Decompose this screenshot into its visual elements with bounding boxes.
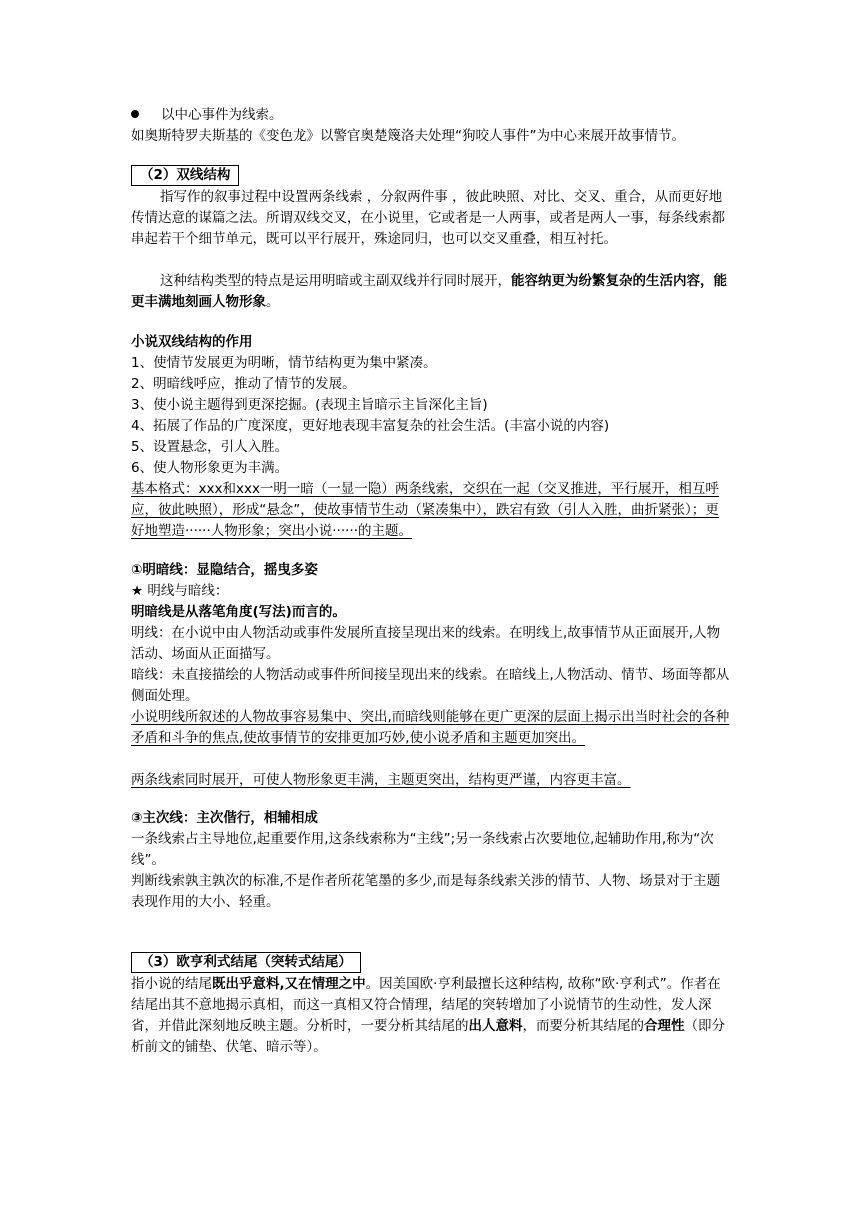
function-item: 4、拓展了作品的广度深度，更好地表现丰富复杂的社会生活。(丰富小说的内容) xyxy=(131,418,610,434)
bullet-line xyxy=(131,105,731,126)
zhuci-para2: 判断线索孰主孰次的标准,不是作者所花笔墨的多少,而是每条线索关涉的情节、人物、场景对于主题表现作用的大小、轻重。 xyxy=(131,873,721,910)
mingan-heading: ①明暗线：显隐结合，摇曳多姿 xyxy=(131,562,318,578)
ohenry-bold: 既出乎意料,又在情理之中 xyxy=(212,976,366,992)
ohenry-bold: 合理性 xyxy=(644,1018,685,1034)
zhuci-heading: ③主次线：主次偕行，相辅相成 xyxy=(131,810,318,826)
zhuci-para1: 一条线索占主导地位,起重要作用,这条线索称为“主线”;另一条线索占次要地位,起辅助作用,称为“次线”。 xyxy=(131,831,714,868)
feature-end: 。 xyxy=(266,294,280,310)
function-item: 1、使情节发展更为明晰，情节结构更为集中紧凑。 xyxy=(131,355,437,371)
function-item: 5、设置悬念，引人入胜。 xyxy=(131,439,289,455)
ohenry-para xyxy=(131,974,731,1058)
feature-text: 这种结构类型的特点是运用明暗或主副双线并行同时展开， xyxy=(160,273,511,289)
functions-heading: 小说双线结构的作用 xyxy=(131,334,253,350)
section-heading-double-line xyxy=(131,165,731,186)
heading-box: （3）欧亨利式结尾（突转式结尾） xyxy=(131,952,361,973)
ohenry-text: 。因美国欧·亨利最擅长这种结构, 故称“欧·亨利式”。作者在结尾出其不意地揭示真相，而这一真相又符合情理，结尾的突转增加了小说情节的生动性，发人深省，并借此深刻地反映主题。分析时，一要分析其结尾的 xyxy=(131,976,721,1034)
heading-box: （2）双线结构 xyxy=(131,165,239,186)
double-line-definition: 指写作的叙事过程中设置两条线索 ，分叙两件事 ，彼此映照、对比、交叉、重合，从而更好地传情达意的谋篇之法。所谓双线交叉，在小说里，它或者是一人两事，或者是两人一事，每条线索都串起若干个细节单元，既可以平行展开，殊途同归，也可以交叉重叠，相互衬托。 xyxy=(131,189,725,247)
basic-format: 基本格式：xxx和xxx一明一暗（一显一隐）两条线索，交织在一起（交叉推进，平行展开，相互呼应，彼此映照），形成“悬念”，使故事情节生动（紧凑集中），跌宕有致（引人入胜，曲折紧张）；更好地塑造······人物形象；突出小说······的主题。 xyxy=(131,481,719,539)
function-item: 2、明暗线呼应，推动了情节的发展。 xyxy=(131,376,356,392)
mingan-underline-para: 小说明线所叙述的人物故事容易集中、突出,而暗线则能够在更广更深的层面上揭示出当时社会的各种矛盾和斗争的焦点,使故事情节的安排更加巧妙,使小说矛盾和主题更加突出。 xyxy=(131,709,730,746)
ohenry-bold: 出人意料 xyxy=(468,1018,523,1034)
double-line-feature xyxy=(131,271,731,313)
bullet-icon xyxy=(131,110,139,118)
ohenry-text: ，而要分析其结尾的 xyxy=(522,1018,644,1034)
bullet-text: 以中心事件为线索。 xyxy=(161,107,283,123)
mingan-underline-summary: 两条线索同时展开，可使人物形象更丰满，主题更突出，结构更严谨，内容更丰富。 xyxy=(131,772,631,788)
section-heading-ohenry xyxy=(131,952,731,973)
mingan-bold-line: 明暗线是从落笔角度(写法)而言的。 xyxy=(131,604,346,620)
ohenry-text: 指小说的结尾 xyxy=(131,976,212,992)
function-item: 3、使小说主题得到更深挖掘。(表现主旨暗示主旨深化主旨) xyxy=(131,397,488,413)
an-line-def: 暗线：未直接描绘的人物活动或事件所间接呈现出来的线索。在暗线上,人物活动、情节、场面等都从侧面处理。 xyxy=(131,667,730,704)
ohenry-text: （即分析前文的铺垫、伏笔、暗示等）。 xyxy=(131,1018,725,1055)
example-line: 如奥斯特罗夫斯基的《变色龙》以警官奥楚篾洛夫处理“狗咬人事件”为中心来展开故事情节。 xyxy=(131,128,685,144)
ming-line-def: 明线：在小说中由人物活动或事件发展所直接呈现出来的线索。在明线上,故事情节从正面展开,人物活动、场面从正面描写。 xyxy=(131,625,721,662)
function-item: 6、使人物形象更为丰满。 xyxy=(131,460,289,476)
feature-bold: 能容纳更为纷繁复杂的生活内容，能更丰满地刻画人物形象 xyxy=(131,273,727,310)
star-line: ★ 明线与暗线： xyxy=(131,583,229,599)
